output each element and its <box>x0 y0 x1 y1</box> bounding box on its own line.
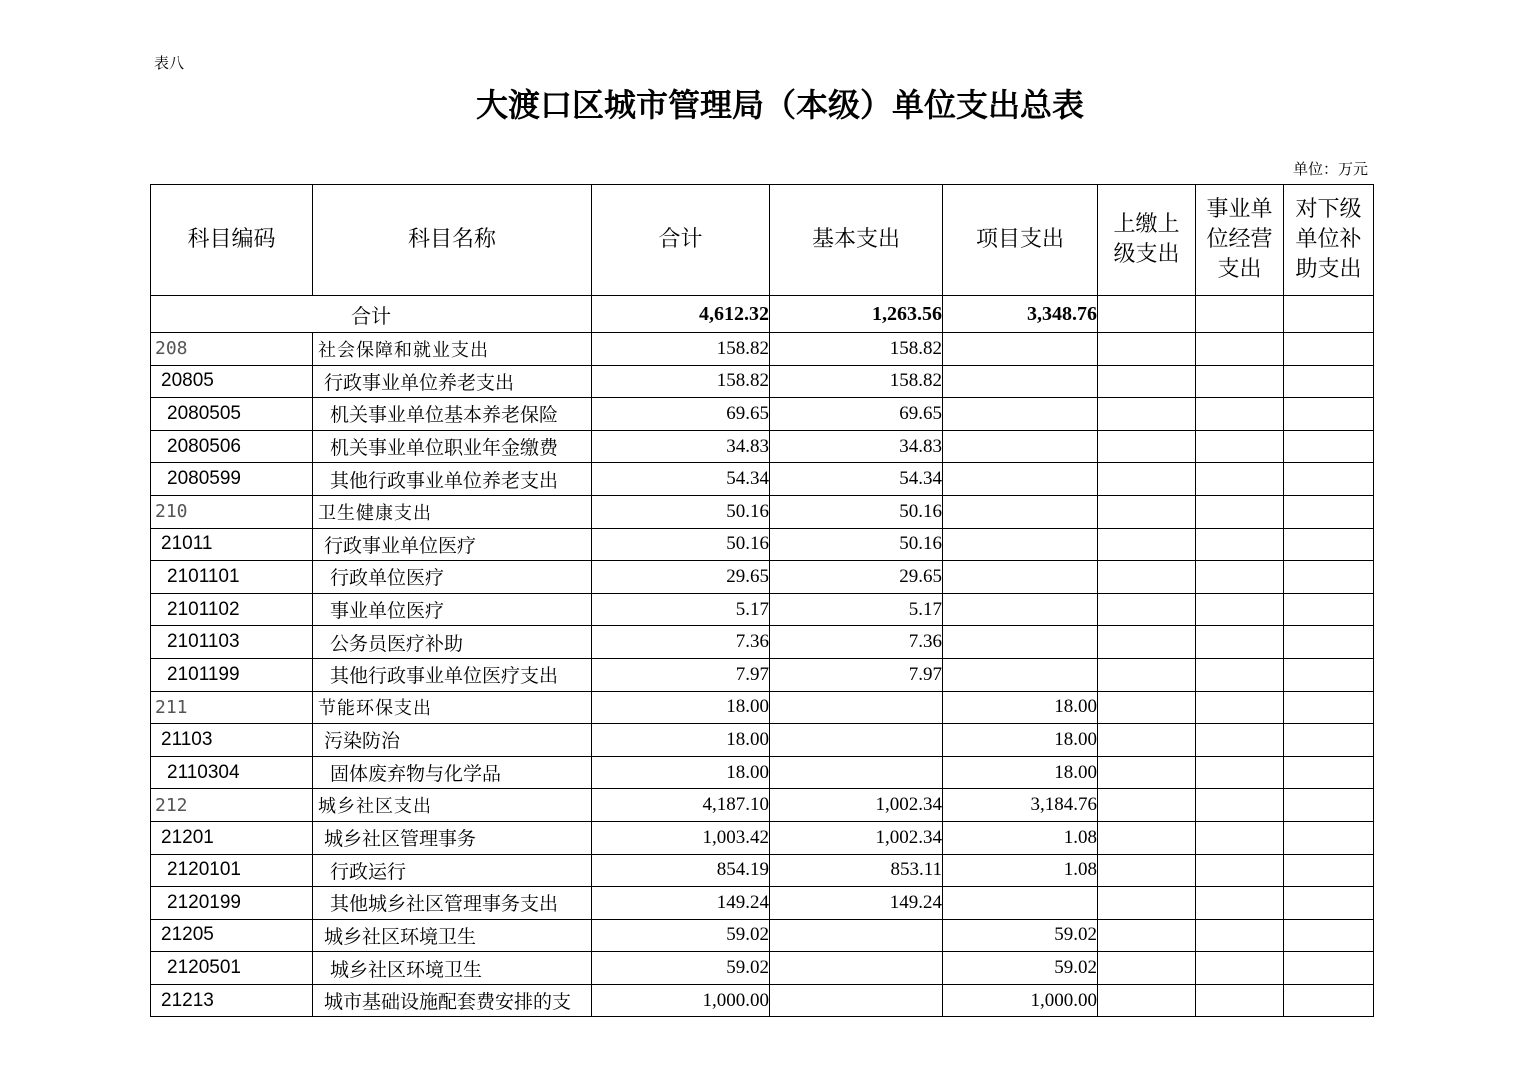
cell-upper <box>1098 463 1196 496</box>
cell-project <box>943 365 1098 398</box>
cell-basic <box>770 919 943 952</box>
cell-subsidy <box>1284 561 1374 594</box>
cell-total: 1,000.00 <box>592 984 770 1017</box>
table-row <box>151 528 1374 561</box>
cell-total: 59.02 <box>592 919 770 952</box>
cell-project: 18.00 <box>943 756 1098 789</box>
cell-upper <box>1098 561 1196 594</box>
cell-total: 158.82 <box>592 365 770 398</box>
cell-code: 2110304 <box>151 756 313 789</box>
cell-business <box>1196 854 1284 887</box>
cell-code: 21213 <box>151 984 313 1017</box>
cell-business <box>1196 789 1284 822</box>
cell-code: 2101101 <box>151 561 313 594</box>
cell-upper <box>1098 724 1196 757</box>
cell-project: 59.02 <box>943 952 1098 985</box>
cell-subsidy <box>1284 821 1374 854</box>
cell-upper <box>1098 365 1196 398</box>
cell-upper <box>1098 593 1196 626</box>
cell-total: 158.82 <box>592 333 770 366</box>
cell-project: 1,000.00 <box>943 984 1098 1017</box>
cell-subsidy <box>1284 984 1374 1017</box>
cell-total: 1,003.42 <box>592 821 770 854</box>
cell-project <box>943 593 1098 626</box>
table-row <box>151 789 1374 822</box>
cell-upper <box>1098 398 1196 431</box>
table-row <box>151 561 1374 594</box>
cell-code: 2101102 <box>151 593 313 626</box>
cell-project <box>943 398 1098 431</box>
cell-basic <box>770 724 943 757</box>
cell-subsidy <box>1284 495 1374 528</box>
cell-business <box>1196 528 1284 561</box>
cell-project: 18.00 <box>943 691 1098 724</box>
cell-basic: 158.82 <box>770 333 943 366</box>
cell-code: 2080505 <box>151 398 313 431</box>
cell-name: 行政单位医疗 <box>313 561 592 594</box>
cell-basic: 54.34 <box>770 463 943 496</box>
cell-total: 5.17 <box>592 593 770 626</box>
cell-name: 其他城乡社区管理事务支出 <box>313 887 592 920</box>
cell-upper <box>1098 919 1196 952</box>
table-row <box>151 658 1374 691</box>
cell-total: 69.65 <box>592 398 770 431</box>
cell-code: 211 <box>151 691 313 724</box>
table-row <box>151 495 1374 528</box>
total-label: 合计 <box>151 296 592 333</box>
cell-project <box>943 333 1098 366</box>
table-header-row <box>151 185 1374 296</box>
cell-basic <box>770 984 943 1017</box>
table-row <box>151 984 1374 1017</box>
total-amount: 4,612.32 <box>592 296 770 333</box>
table-row <box>151 854 1374 887</box>
cell-total: 18.00 <box>592 691 770 724</box>
cell-upper <box>1098 854 1196 887</box>
cell-basic: 50.16 <box>770 495 943 528</box>
cell-business <box>1196 561 1284 594</box>
cell-subsidy <box>1284 854 1374 887</box>
cell-basic: 50.16 <box>770 528 943 561</box>
cell-upper <box>1098 821 1196 854</box>
cell-business <box>1196 333 1284 366</box>
table-row <box>151 724 1374 757</box>
cell-code: 20805 <box>151 365 313 398</box>
cell-upper <box>1098 756 1196 789</box>
cell-business <box>1196 887 1284 920</box>
cell-basic: 7.36 <box>770 626 943 659</box>
cell-upper <box>1098 658 1196 691</box>
cell-basic: 149.24 <box>770 887 943 920</box>
sheet-label: 表八 <box>154 54 185 72</box>
cell-project: 59.02 <box>943 919 1098 952</box>
cell-business <box>1196 658 1284 691</box>
cell-code: 208 <box>151 333 313 366</box>
cell-business <box>1196 952 1284 985</box>
cell-name: 机关事业单位基本养老保险 <box>313 398 592 431</box>
cell-subsidy <box>1284 789 1374 822</box>
cell-basic <box>770 756 943 789</box>
cell-project <box>943 626 1098 659</box>
total-row <box>151 296 1374 333</box>
cell-name: 其他行政事业单位医疗支出 <box>313 658 592 691</box>
cell-basic: 7.97 <box>770 658 943 691</box>
cell-total: 18.00 <box>592 756 770 789</box>
cell-code: 21201 <box>151 821 313 854</box>
cell-name: 节能环保支出 <box>313 691 592 724</box>
cell-subsidy <box>1284 593 1374 626</box>
cell-business <box>1196 691 1284 724</box>
cell-total: 59.02 <box>592 952 770 985</box>
cell-upper <box>1098 984 1196 1017</box>
cell-name: 固体废弃物与化学品 <box>313 756 592 789</box>
header-subsidy: 对下级单位补助支出 <box>1284 185 1374 296</box>
table-row <box>151 430 1374 463</box>
total-business <box>1196 296 1284 333</box>
cell-subsidy <box>1284 528 1374 561</box>
cell-subsidy <box>1284 398 1374 431</box>
cell-subsidy <box>1284 365 1374 398</box>
cell-total: 29.65 <box>592 561 770 594</box>
table-row <box>151 887 1374 920</box>
cell-basic: 1,002.34 <box>770 789 943 822</box>
cell-project <box>943 887 1098 920</box>
cell-project: 18.00 <box>943 724 1098 757</box>
cell-total: 7.36 <box>592 626 770 659</box>
cell-total: 149.24 <box>592 887 770 920</box>
cell-subsidy <box>1284 333 1374 366</box>
cell-subsidy <box>1284 463 1374 496</box>
cell-business <box>1196 919 1284 952</box>
cell-basic: 69.65 <box>770 398 943 431</box>
cell-code: 210 <box>151 495 313 528</box>
header-total: 合计 <box>592 185 770 296</box>
cell-business <box>1196 724 1284 757</box>
cell-project <box>943 528 1098 561</box>
cell-basic <box>770 952 943 985</box>
cell-code: 2101199 <box>151 658 313 691</box>
cell-basic: 853.11 <box>770 854 943 887</box>
cell-project <box>943 495 1098 528</box>
cell-code: 21205 <box>151 919 313 952</box>
header-basic: 基本支出 <box>770 185 943 296</box>
cell-basic: 29.65 <box>770 561 943 594</box>
header-name: 科目名称 <box>313 185 592 296</box>
cell-upper <box>1098 691 1196 724</box>
cell-business <box>1196 365 1284 398</box>
table-row <box>151 333 1374 366</box>
table-row <box>151 821 1374 854</box>
cell-upper <box>1098 887 1196 920</box>
cell-upper <box>1098 333 1196 366</box>
cell-total: 34.83 <box>592 430 770 463</box>
header-project: 项目支出 <box>943 185 1098 296</box>
cell-name: 城市基础设施配套费安排的支 <box>313 984 592 1017</box>
cell-subsidy <box>1284 952 1374 985</box>
cell-subsidy <box>1284 756 1374 789</box>
cell-subsidy <box>1284 691 1374 724</box>
table-row <box>151 398 1374 431</box>
cell-code: 2080599 <box>151 463 313 496</box>
cell-business <box>1196 756 1284 789</box>
cell-total: 50.16 <box>592 528 770 561</box>
expenditure-table <box>150 184 1374 1017</box>
cell-upper <box>1098 789 1196 822</box>
table-row <box>151 365 1374 398</box>
cell-name: 城乡社区管理事务 <box>313 821 592 854</box>
cell-name: 机关事业单位职业年金缴费 <box>313 430 592 463</box>
cell-total: 4,187.10 <box>592 789 770 822</box>
cell-code: 2120199 <box>151 887 313 920</box>
cell-name: 公务员医疗补助 <box>313 626 592 659</box>
cell-business <box>1196 495 1284 528</box>
header-code: 科目编码 <box>151 185 313 296</box>
cell-business <box>1196 430 1284 463</box>
cell-business <box>1196 626 1284 659</box>
cell-total: 7.97 <box>592 658 770 691</box>
table-row <box>151 626 1374 659</box>
table-row <box>151 756 1374 789</box>
cell-project: 1.08 <box>943 821 1098 854</box>
cell-name: 城乡社区支出 <box>313 789 592 822</box>
table-row <box>151 463 1374 496</box>
cell-code: 2120101 <box>151 854 313 887</box>
total-upper <box>1098 296 1196 333</box>
page-title: 大渡口区城市管理局（本级）单位支出总表 <box>475 86 1084 124</box>
cell-upper <box>1098 952 1196 985</box>
cell-name: 污染防治 <box>313 724 592 757</box>
total-subsidy <box>1284 296 1374 333</box>
cell-subsidy <box>1284 626 1374 659</box>
cell-name: 城乡社区环境卫生 <box>313 919 592 952</box>
cell-basic: 34.83 <box>770 430 943 463</box>
cell-code: 2080506 <box>151 430 313 463</box>
total-basic: 1,263.56 <box>770 296 943 333</box>
cell-name: 行政事业单位医疗 <box>313 528 592 561</box>
cell-basic: 1,002.34 <box>770 821 943 854</box>
cell-subsidy <box>1284 430 1374 463</box>
cell-total: 854.19 <box>592 854 770 887</box>
cell-project <box>943 430 1098 463</box>
cell-name: 卫生健康支出 <box>313 495 592 528</box>
cell-basic: 5.17 <box>770 593 943 626</box>
cell-business <box>1196 463 1284 496</box>
cell-subsidy <box>1284 887 1374 920</box>
cell-name: 社会保障和就业支出 <box>313 333 592 366</box>
total-project: 3,348.76 <box>943 296 1098 333</box>
cell-name: 事业单位医疗 <box>313 593 592 626</box>
cell-project <box>943 658 1098 691</box>
cell-basic: 158.82 <box>770 365 943 398</box>
unit-label: 单位：万元 <box>1292 160 1368 178</box>
cell-code: 212 <box>151 789 313 822</box>
cell-code: 21103 <box>151 724 313 757</box>
header-upper: 上缴上级支出 <box>1098 185 1196 296</box>
table-row <box>151 919 1374 952</box>
cell-project: 3,184.76 <box>943 789 1098 822</box>
cell-name: 行政事业单位养老支出 <box>313 365 592 398</box>
cell-business <box>1196 593 1284 626</box>
cell-business <box>1196 984 1284 1017</box>
header-business: 事业单位经营支出 <box>1196 185 1284 296</box>
cell-project: 1.08 <box>943 854 1098 887</box>
table-row <box>151 691 1374 724</box>
cell-total: 54.34 <box>592 463 770 496</box>
cell-upper <box>1098 430 1196 463</box>
table-row <box>151 952 1374 985</box>
cell-total: 18.00 <box>592 724 770 757</box>
cell-code: 2120501 <box>151 952 313 985</box>
cell-project <box>943 463 1098 496</box>
cell-upper <box>1098 528 1196 561</box>
cell-basic <box>770 691 943 724</box>
table-row <box>151 593 1374 626</box>
cell-business <box>1196 821 1284 854</box>
cell-subsidy <box>1284 919 1374 952</box>
cell-total: 50.16 <box>592 495 770 528</box>
cell-upper <box>1098 626 1196 659</box>
cell-code: 2101103 <box>151 626 313 659</box>
cell-name: 行政运行 <box>313 854 592 887</box>
cell-business <box>1196 398 1284 431</box>
cell-name: 其他行政事业单位养老支出 <box>313 463 592 496</box>
cell-name: 城乡社区环境卫生 <box>313 952 592 985</box>
cell-code: 21011 <box>151 528 313 561</box>
cell-subsidy <box>1284 658 1374 691</box>
cell-upper <box>1098 495 1196 528</box>
cell-subsidy <box>1284 724 1374 757</box>
cell-project <box>943 561 1098 594</box>
